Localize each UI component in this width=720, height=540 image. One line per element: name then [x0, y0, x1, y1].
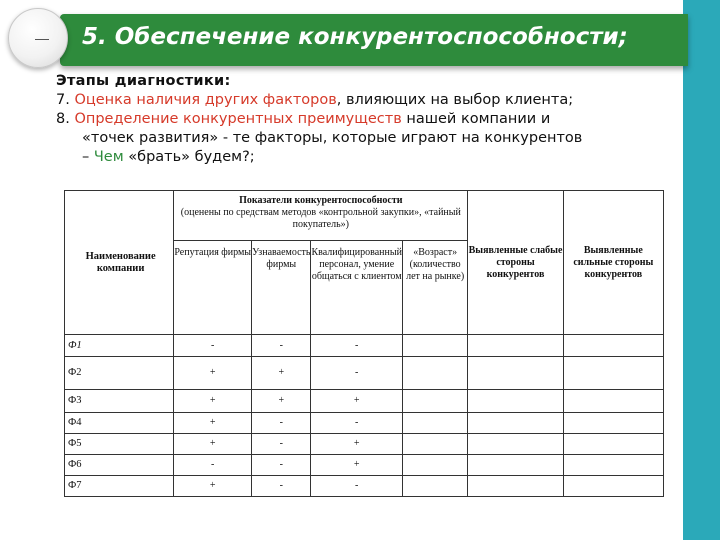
cell-strong [563, 455, 663, 476]
cell-strong [563, 335, 663, 357]
header-company: Наименование компании [65, 191, 174, 335]
intro-text [56, 72, 676, 167]
side-stripe [683, 0, 720, 540]
cell-staff: - [311, 476, 402, 497]
cell-staff: + [311, 455, 402, 476]
item8-prefix: 8. [56, 111, 75, 127]
row-company: Ф6 [65, 455, 174, 476]
cell-strong [563, 434, 663, 455]
cell-strong [563, 413, 663, 434]
cell-strong [563, 357, 663, 390]
cell-staff: + [311, 390, 402, 413]
indicators-title: Показатели конкурентоспособности [239, 195, 403, 206]
item8-rest: нашей компании и [401, 111, 551, 127]
header-col-reputation: Репутация фирмы [174, 241, 252, 335]
cell-age [402, 413, 467, 434]
cell-age [402, 335, 467, 357]
item7-prefix: 7. [56, 92, 75, 108]
slide-title: 5. Обеспечение конкурентоспособности; [82, 24, 628, 50]
cell-weak [468, 390, 563, 413]
title-banner [60, 14, 688, 66]
cell-reputation: + [174, 390, 252, 413]
header-col-staff: Квалифицированный персонал, умение общаться с клиентом [311, 241, 402, 335]
cell-age [402, 455, 467, 476]
table-row [65, 455, 664, 476]
cell-weak [468, 434, 563, 455]
item8-line3-highlight: Чем [93, 149, 124, 165]
competitiveness-table [64, 190, 664, 497]
cell-reputation: - [174, 455, 252, 476]
cell-recognition: - [252, 335, 311, 357]
table-row [65, 335, 664, 357]
item7-rest: , влияющих на выбор клиента; [336, 92, 574, 108]
decorative-circle-icon [8, 8, 68, 68]
header-indicators [174, 191, 468, 241]
table-row [65, 357, 664, 390]
table-row [65, 476, 664, 497]
cell-recognition: - [252, 413, 311, 434]
circle-dash [35, 39, 49, 40]
cell-age [402, 476, 467, 497]
header-strong-sides: Выявленные сильные стороны конкурентов [563, 191, 663, 335]
intro-item-7 [56, 91, 676, 110]
cell-reputation: + [174, 434, 252, 455]
row-company: Ф3 [65, 390, 174, 413]
intro-heading: Этапы диагностики: [56, 73, 231, 89]
cell-recognition: + [252, 390, 311, 413]
cell-recognition: + [252, 357, 311, 390]
row-company: Ф5 [65, 434, 174, 455]
cell-age [402, 390, 467, 413]
cell-weak [468, 357, 563, 390]
cell-weak [468, 476, 563, 497]
header-col-age: «Возраст» (количество лет на рынке) [402, 241, 467, 335]
cell-weak [468, 455, 563, 476]
item8-line3-rest: «брать» будем?; [123, 149, 255, 165]
cell-reputation: + [174, 413, 252, 434]
cell-strong [563, 476, 663, 497]
item8-line3-prefix: – [82, 149, 94, 165]
row-company: Ф4 [65, 413, 174, 434]
intro-item-8-line3 [56, 148, 676, 167]
item8-highlight: Определение конкурентных преимуществ [74, 111, 402, 127]
header-weak-sides: Выявленные слабые стороны конкурентов [468, 191, 563, 335]
cell-age [402, 434, 467, 455]
cell-recognition: - [252, 476, 311, 497]
item7-highlight: Оценка наличия других факторов [74, 92, 337, 108]
row-company: Ф2 [65, 357, 174, 390]
row-company: Ф7 [65, 476, 174, 497]
cell-weak [468, 413, 563, 434]
cell-reputation: + [174, 357, 252, 390]
header-col-recognition: Узнаваемость фирмы [252, 241, 311, 335]
table-row [65, 434, 664, 455]
intro-item-8 [56, 110, 676, 129]
cell-staff: - [311, 413, 402, 434]
indicators-subtitle: (оценены по средствам методов «контрольной закупки», «тайный покупатель») [180, 207, 461, 230]
cell-staff: - [311, 335, 402, 357]
cell-staff: + [311, 434, 402, 455]
cell-reputation: - [174, 335, 252, 357]
intro-item-8-line2: «точек развития» - те факторы, которые играют на конкурентов [82, 130, 583, 146]
table-row [65, 390, 664, 413]
table-row [65, 413, 664, 434]
cell-staff: - [311, 357, 402, 390]
cell-reputation: + [174, 476, 252, 497]
cell-weak [468, 335, 563, 357]
cell-recognition: - [252, 455, 311, 476]
cell-age [402, 357, 467, 390]
cell-strong [563, 390, 663, 413]
cell-recognition: - [252, 434, 311, 455]
row-company: Ф1 [65, 335, 174, 357]
